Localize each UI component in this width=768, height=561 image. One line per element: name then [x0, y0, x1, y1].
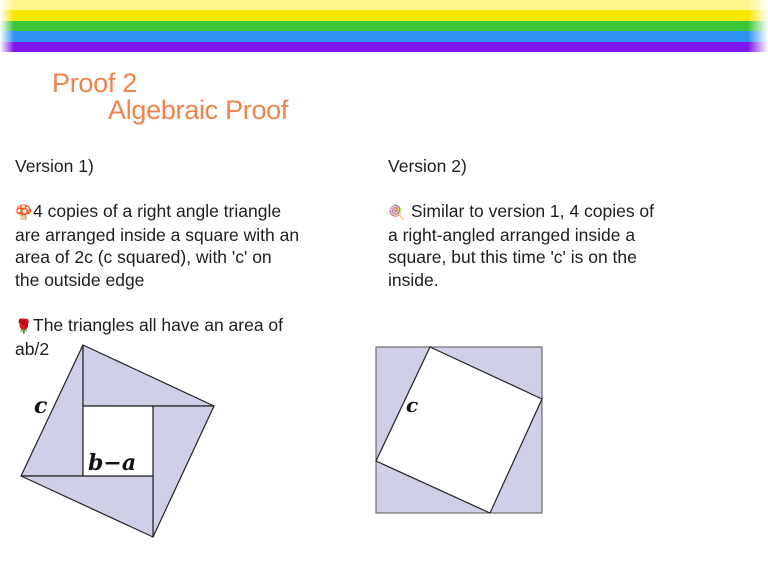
version1-p1-line4: the outside edge — [15, 269, 145, 290]
version2-p1-line4: inside. — [388, 269, 439, 290]
figure1-triangle-bottom — [21, 476, 153, 537]
figure1-triangle-left — [21, 345, 83, 476]
rainbow-band-violet — [0, 42, 768, 52]
rainbow-band-blue — [0, 31, 768, 41]
version2-column — [388, 155, 718, 292]
figure1-diagram — [0, 330, 240, 550]
rainbow-band-yellow-light — [0, 0, 768, 10]
lollipop-icon: 🍭 — [388, 204, 406, 221]
version2-paragraph1 — [388, 200, 718, 291]
version2-p1-line2: a right-angled arranged inside a — [388, 224, 636, 245]
version1-p1-line1: 4 copies of a right angle triangle — [33, 201, 282, 222]
rainbow-band-yellow — [0, 10, 768, 20]
version1-paragraph1 — [15, 200, 335, 291]
figure1-triangle-right — [153, 406, 214, 537]
version2-heading: Version 2) — [388, 156, 467, 176]
version1-heading: Version 1) — [15, 156, 94, 176]
version1-p2-line1: The triangles all have an area of — [33, 315, 284, 336]
page-subtitle: Algebraic Proof — [108, 95, 289, 125]
mushroom-icon: 🍄 — [15, 204, 33, 221]
rose-icon: 🌹 — [15, 318, 33, 335]
figure1-label-c: c — [34, 393, 48, 419]
figure2-diagram — [360, 330, 560, 530]
figure1-triangle-top — [83, 345, 214, 406]
rainbow-header — [0, 0, 768, 52]
version1-p1-line2: are arranged inside a square with an — [15, 224, 300, 245]
figure1-label-b-minus-a: b−a — [88, 450, 137, 476]
page-title: Proof 2 — [52, 68, 137, 98]
figure2-label-c: c — [406, 393, 419, 417]
rainbow-band-green — [0, 21, 768, 31]
version1-p2-line2: ab/2 — [15, 338, 50, 359]
version2-p1-line1: Similar to version 1, 4 copies of — [406, 201, 655, 222]
version1-p1-line3: area of 2c (c squared), with 'c' on — [15, 247, 272, 268]
version2-p1-line3: square, but this time 'c' is on the — [388, 247, 637, 268]
